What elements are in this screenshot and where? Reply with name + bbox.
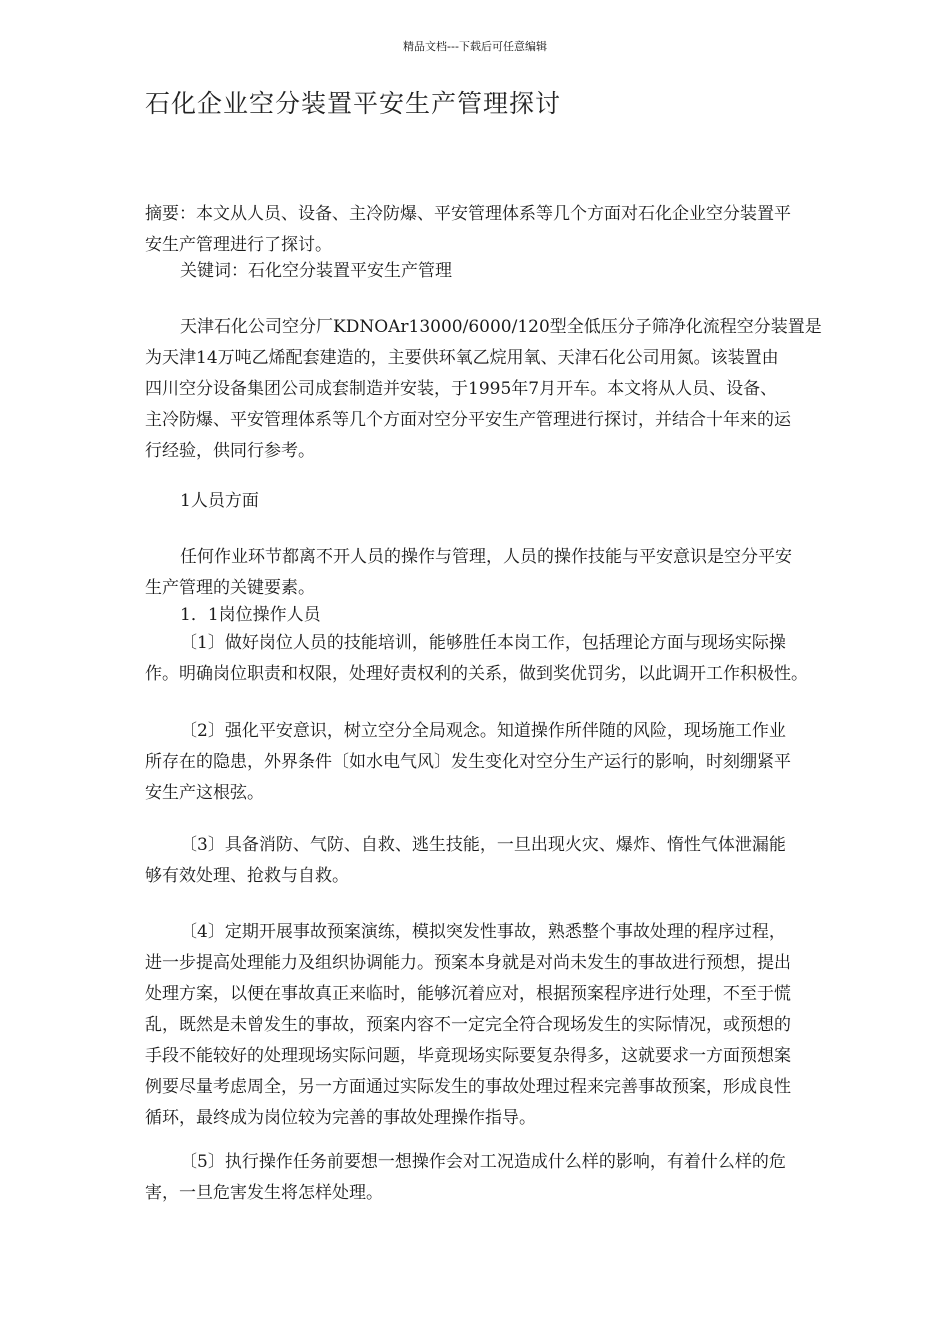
item-3 bbox=[145, 830, 885, 892]
section1-paragraph bbox=[145, 542, 885, 604]
text-line: 任何作业环节都离不开人员的操作与管理，人员的操作技能与平安意识是空分平安 bbox=[180, 547, 792, 567]
text-line: 摘要：本文从人员、设备、主冷防爆、平安管理体系等几个方面对石化企业空分装置平 bbox=[145, 204, 791, 224]
section-heading bbox=[145, 486, 885, 517]
text-line: 〔2〕强化平安意识，树立空分全局观念。知道操作所伴随的风险，现场施工作业 bbox=[180, 721, 786, 741]
text-line: 为天津14万吨乙烯配套建造的，主要供环氧乙烷用氧、天津石化公司用氮。该装置由 bbox=[145, 348, 779, 368]
text-line: 所存在的隐患，外界条件〔如水电气风〕发生变化对空分生产运行的影响，时刻绷紧平 bbox=[145, 752, 791, 772]
text-line: 天津石化公司空分厂KDNOAr13000/6000/120型全低压分子筛净化流程空分装置是 bbox=[180, 317, 822, 337]
item-1 bbox=[145, 628, 885, 690]
text-line: 例要尽量考虑周全，另一方面通过实际发生的事故处理过程来完善事故预案，形成良性 bbox=[145, 1077, 791, 1097]
text-line: 处理方案，以便在事故真正来临时，能够沉着应对，根据预案程序进行处理，不至于慌 bbox=[145, 984, 791, 1004]
text-line: 〔5〕执行操作任务前要想一想操作会对工况造成什么样的影响，有着什么样的危 bbox=[180, 1152, 786, 1172]
text-line: 作。明确岗位职责和权限，处理好责权利的关系，做到奖优罚劣，以此调开工作积极性。 bbox=[145, 664, 808, 684]
subsection-heading bbox=[145, 600, 885, 631]
text-line: 四川空分设备集团公司成套制造并安装，于1995年7月开车。本文将从人员、设备、 bbox=[145, 379, 778, 399]
text-line: 够有效处理、抢救与自救。 bbox=[145, 866, 349, 886]
text-line: 害，一旦危害发生将怎样处理。 bbox=[145, 1183, 383, 1203]
text-line: 手段不能较好的处理现场实际问题，毕竟现场实际要复杂得多，这就要求一方面预想案 bbox=[145, 1046, 791, 1066]
document-title: 石化企业空分装置平安生产管理探讨 bbox=[145, 89, 562, 118]
abstract-paragraph bbox=[145, 199, 885, 261]
item-2 bbox=[145, 716, 885, 809]
text-line: 主冷防爆、平安管理体系等几个方面对空分平安生产管理进行探讨，并结合十年来的运 bbox=[145, 410, 791, 430]
text-line: 〔4〕定期开展事故预案演练，模拟突发性事故，熟悉整个事故处理的程序过程， bbox=[180, 922, 786, 942]
text-line: 循环，最终成为岗位较为完善的事故处理操作指导。 bbox=[145, 1108, 536, 1128]
page-header: 精品文档---下载后可任意编辑 bbox=[403, 40, 547, 53]
intro-paragraph bbox=[145, 312, 885, 467]
text-line: 〔3〕具备消防、气防、自救、逃生技能，一旦出现火灾、爆炸、惰性气体泄漏能 bbox=[180, 835, 786, 855]
text-line: 乱，既然是未曾发生的事故，预案内容不一定完全符合现场发生的实际情况，或预想的 bbox=[145, 1015, 791, 1035]
text-line: 进一步提高处理能力及组织协调能力。预案本身就是对尚未发生的事故进行预想，提出 bbox=[145, 953, 791, 973]
text-line: 〔1〕做好岗位人员的技能培训，能够胜任本岗工作，包括理论方面与现场实际操 bbox=[180, 633, 786, 653]
text-line: 生产管理的关键要素。 bbox=[145, 578, 315, 598]
keywords-line bbox=[145, 256, 885, 287]
text-line: 安生产管理进行了探讨。 bbox=[145, 235, 332, 255]
text-line: 行经验，供同行参考。 bbox=[145, 441, 315, 461]
item-5 bbox=[145, 1147, 885, 1209]
text-line: 关键词：石化空分装置平安生产管理 bbox=[180, 261, 452, 281]
text-line: 1人员方面 bbox=[180, 491, 259, 511]
text-line: 安生产这根弦。 bbox=[145, 783, 264, 803]
item-4 bbox=[145, 917, 885, 1134]
text-line: 1．1岗位操作人员 bbox=[180, 605, 321, 625]
